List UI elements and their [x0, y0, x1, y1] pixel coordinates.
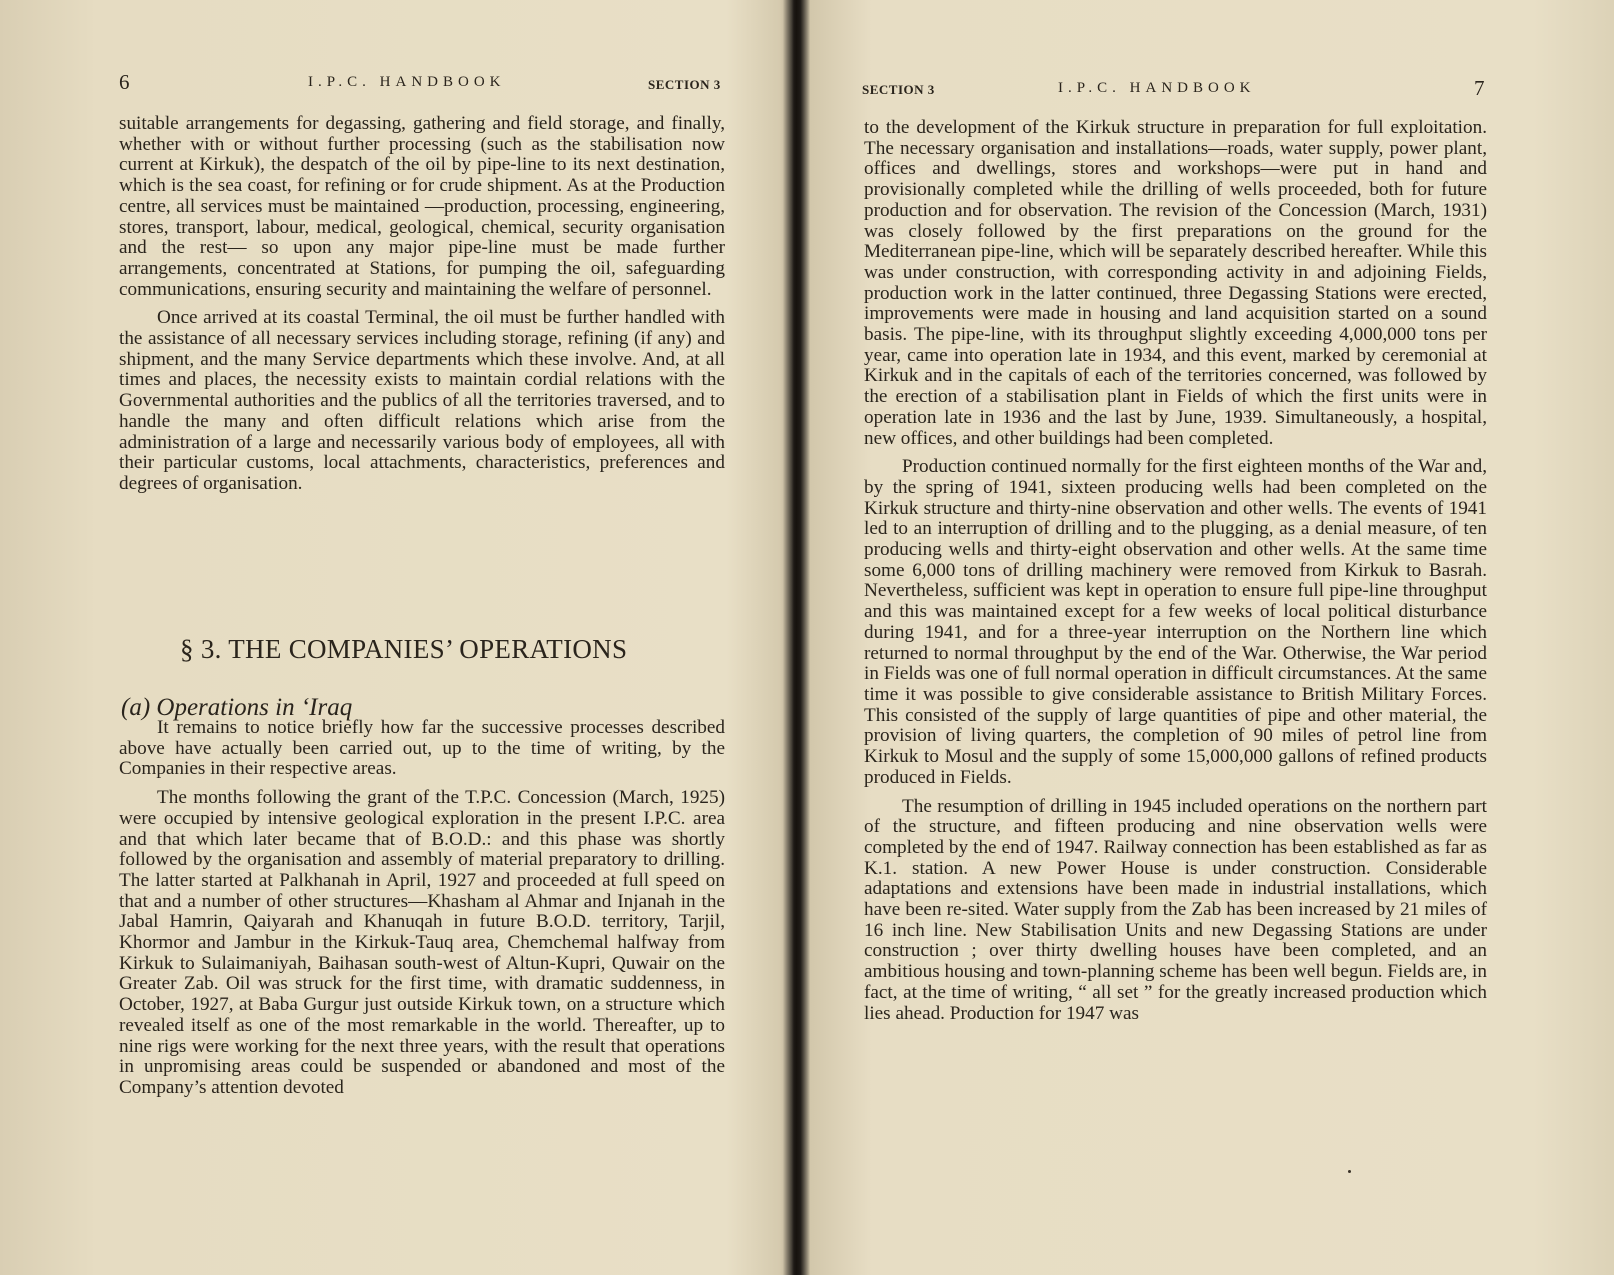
right-page [800, 0, 1614, 1275]
body-text-section [119, 718, 725, 1107]
body-text [864, 118, 1487, 1032]
page-number: 6 [119, 70, 130, 94]
paragraph: suitable arrangements for degassing, gathering and field storage, and finally, whether with or without further processing (such as the stabilisation now current at Kirkuk), the despatch of the oil by pipe-line to its next destination, which is the sea coast, for refining or for crude shipment. As at the Production centre, all services must be maintained —production, processing, engineering, stores, transport, labour, medical, geological, chemical, security organisation and the rest— so upon any major pipe-line must be made further arrangements, concentrated at Stations, for pumping the oil, safeguarding communications, ensuring security and maintaining the welfare of personnel. [119, 113, 725, 300]
page-mark [1348, 1170, 1351, 1173]
left-page [0, 0, 795, 1275]
paragraph: Once arrived at its coastal Terminal, the oil must be further handled with the assistance of all necessary services including storage, refining (if any) and shipment, and the many Service departments which these involve. And, at all times and places, the necessity exists to maintain cordial relations with the Governmental authorities and the publics of all the territories traversed, and to handle the many and often difficult relations which arise from the administration of a large and necessarily various body of employees, all with their particular customs, local attachments, characteristics, preferences and degrees of organisation. [119, 307, 725, 494]
section-label: SECTION 3 [862, 82, 935, 97]
paragraph: The resumption of drilling in 1945 included operations on the northern part of the structure, and fifteen producing and nine observation wells were completed by the end of 1947. Railway connection has been established as far as K.1. station. A new Power House is under construction. Considerable adaptations and extensions have been made in industrial installations, which have been re-sited. Water supply from the Zab has been increased by 21 miles of 16 inch line. New Stabilisation Units and new Degassing Stations are under construction ; over thirty dwelling houses have been completed, and an ambitious housing and town-planning scheme has been well begun. Fields are, in fact, at the time of writing, “ all set ” for the greatly increased production which lies ahead. Production for 1947 was [864, 795, 1487, 1024]
section-heading: § 3. THE COMPANIES’ OPERATIONS [180, 634, 628, 664]
paragraph: The months following the grant of the T.P.C. Concession (March, 1925) were occupied by intensive geological exploration in the present I.P.C. area and that which later became that of B.O.D.: and this phase was shortly followed by the organisation and assembly of material preparatory to drilling. The latter started at Palkhanah in April, 1927 and proceeded at full speed on that and a number of other structures—Khasham al Ahmar and Injanah in the Jabal Hamrin, Qaiyarah and Khanuqah in future B.O.D. territory, Tarjil, Khormor and Jambur in the Kirkuk-Tauq area, Chemchemal halfway from Kirkuk to Sulaimaniyah, Baihasan south-west of Altun-Kupri, Quwair on the Greater Zab. Oil was struck for the first time, with dramatic suddenness, in October, 1927, at Baba Gurgur just outside Kirkuk town, on a structure which revealed itself as one of the most remarkable in the world. Thereafter, up to nine rigs were working for the next three years, with the result that operations in unpromising areas could be suspended or abandoned and most of the Company’s attention devoted [119, 787, 725, 1098]
running-title: I.P.C. HANDBOOK [308, 74, 506, 90]
paragraph: Production continued normally for the first eighteen months of the War and, by the spring of 1941, sixteen producing wells had been completed on the Kirkuk structure and thirty-nine observation and other wells. The events of 1941 led to an interruption of drilling and to the plugging, as a denial measure, of ten producing wells and thirty-eight observation and other wells. At the same time some 6,000 tons of drilling machinery were removed from Kirkuk to Basrah. Nevertheless, sufficient was kept in operation to ensure full pipe-line throughput and this was maintained except for a few weeks of local political disturbance during 1941, and for a three-year interruption on the Northern line which returned to normal throughput by the end of the War. Otherwise, the War period in Fields was one of full normal operation in difficult circumstances. At the same time it was possible to give considerable assistance to British Military Forces. This consisted of the supply of large quantities of pipe and other material, the provision of living quarters, the completion of 90 miles of petrol line from Kirkuk to Mosul and the supply of some 15,000,000 gallons of refined products produced in Fields. [864, 456, 1487, 788]
section-label: SECTION 3 [648, 77, 721, 92]
page-number: 7 [1474, 76, 1485, 100]
running-title: I.P.C. HANDBOOK [1058, 80, 1256, 96]
subsection-heading: (a) Operations in ‘Iraq [121, 694, 353, 721]
paragraph: It remains to notice briefly how far the successive processes described above have actually been carried out, up to the time of writing, by the Companies in their respective areas. [119, 717, 725, 780]
body-text-top [119, 114, 725, 503]
paragraph: to the development of the Kirkuk structure in preparation for full exploitation. The necessary organisation and installations—roads, water supply, power plant, offices and dwellings, stores and workshops—were put in hand and provisionally completed while the drilling of wells proceeded, both for future production and for observation. The revision of the Concession (March, 1931) was closely followed by the first preparations on the ground for the Mediterranean pipe-line, which will be separately described hereafter. While this was under construction, with corresponding activity in and adjoining Fields, production work in the latter continued, three Degassing Stations were erected, improvements were made in housing and land acquisition started on a sound basis. The pipe-line, with its throughput slightly exceeding 4,000,000 tons per year, came into operation late in 1934, and this event, marked by ceremonial at Kirkuk and in the capitals of each of the territories concerned, was followed by the erection of a stabilisation plant in Fields of which the first units were in operation late in 1936 and the last by June, 1939. Simultaneously, a hospital, new offices, and other buildings had been completed. [864, 117, 1487, 449]
